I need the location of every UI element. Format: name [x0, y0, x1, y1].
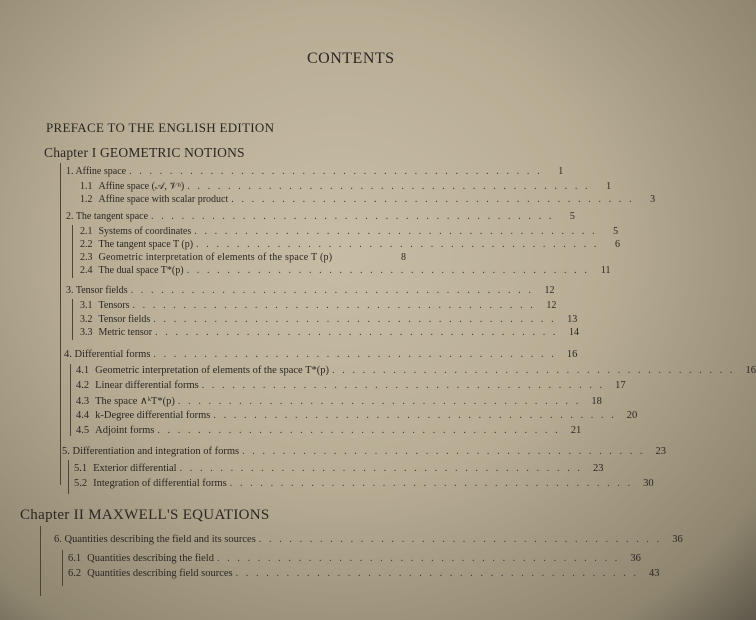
- section-6-rule: [62, 550, 63, 586]
- subsection-title: Quantities describing field sources: [87, 568, 233, 579]
- page-number: 13: [567, 314, 578, 325]
- toc-entry-4-1: [76, 365, 756, 376]
- page-number: 1: [558, 166, 564, 177]
- toc-entry-section-6: [54, 534, 683, 545]
- leader-dots: . . . . . . . . . . . . . . . . . . . . . . . . . . . . . . . . . . . . . . . .: [213, 410, 617, 421]
- page-number: 23: [655, 446, 666, 457]
- leader-dots: . . . . . . . . . . . . . . . . . . . . . . . . . . . . . . . . . . . . . . . .: [132, 300, 536, 311]
- toc-entry-3-3: [80, 327, 579, 338]
- leader-dots: . . . . . . . . . . . . . . . . . . . . . . . . . . . . . . . . . . . . . . . .: [155, 327, 558, 338]
- page-number: 36: [672, 534, 683, 545]
- subsection-title: The space ∧ᵏT*(p): [95, 396, 175, 407]
- page-number: 20: [626, 410, 638, 421]
- chapter-2-rule: [40, 526, 41, 596]
- page-number: 12: [546, 300, 557, 311]
- subsection-number: 2.4: [80, 265, 93, 276]
- leader-dots: . . . . . . . . . . . . . . . . . . . . . . . . . . . . . . . . . . . . . . . .: [216, 553, 620, 564]
- page-title: CONTENTS: [307, 50, 395, 67]
- section-3-rule: [72, 299, 73, 340]
- toc-entry-4-5: [76, 425, 582, 436]
- subsection-title: Metric tensor: [98, 327, 153, 338]
- toc-entry-2-3: [80, 252, 406, 263]
- subsection-number: 6.1: [68, 553, 82, 564]
- page-number: 5: [569, 211, 575, 222]
- toc-entry-2-4: [80, 265, 611, 276]
- subsection-title: Integration of differential forms: [93, 478, 227, 489]
- page-number: 23: [593, 463, 604, 474]
- page-number: 6: [615, 239, 621, 250]
- toc-entry-5-1: [74, 463, 604, 474]
- subsection-title: The dual space T*(p): [98, 265, 184, 276]
- page-number: 14: [569, 327, 579, 338]
- toc-entry-2-1: [80, 226, 619, 237]
- page-number: 21: [570, 425, 582, 436]
- subsection-number: 4.4: [76, 410, 90, 421]
- subsection-title: Linear differential forms: [95, 380, 199, 391]
- subsection-number: 5.1: [74, 463, 88, 474]
- chapter-2-heading: Chapter II MAXWELL'S EQUATIONS: [20, 507, 270, 523]
- subsection-title: Quantities describing the field: [87, 553, 214, 564]
- leader-dots: . . . . . . . . . . . . . . . . . . . . . . . . . . . . . . . . . . . . . . . .: [242, 446, 645, 457]
- page-number: 16: [566, 349, 578, 360]
- section-label: 5. Differentiation and integration of forms: [62, 446, 240, 457]
- toc-entry-6-1: [68, 553, 641, 564]
- subsection-title: Affine space (𝒜, 𝒱ⁿ): [98, 181, 185, 192]
- subsection-title: Exterior differential: [93, 463, 177, 474]
- page-number: 36: [630, 553, 641, 564]
- section-5-rule: [68, 460, 69, 494]
- leader-dots: . . . . . . . . . . . . . . . . . . . . . . . . . . . . . . . . . . . . . . . .: [153, 349, 557, 360]
- page-number: 12: [544, 285, 555, 296]
- leader-dots: . . . . . . . . . . . . . . . . . . . . . . . . . . . . . . . . . . . . . . . .: [231, 194, 635, 205]
- subsection-number: 4.5: [76, 425, 90, 436]
- toc-entry-section-1: [66, 166, 564, 177]
- page-number: 43: [649, 568, 660, 579]
- leader-dots: . . . . . . . . . . . . . . . . . . . . . . . . . . . . . . . . . . . . . . . . .: [129, 166, 543, 177]
- leader-dots: . . . . . . . . . . . . . . . . . . . . . . . . . . . . . . . . . . . . . . . .: [332, 365, 735, 376]
- toc-entry-4-4: [76, 410, 638, 421]
- subsection-number: 4.2: [76, 380, 90, 391]
- section-label: 6. Quantities describing the field and its sources: [54, 534, 256, 545]
- subsection-title: Geometric interpretation of elements of the space T (p): [98, 252, 333, 263]
- leader-dots: . . . . . . . . . . . . . . . . . . . . . . . . . . . . . . . . . . . . . . . .: [196, 239, 600, 250]
- page-number: 17: [615, 380, 626, 391]
- subsection-number: 1.1: [80, 181, 93, 192]
- leader-dots: . . . . . . . . . . . . . . . . . . . . . . . . . . . . . . . . . . . . . . . .: [179, 463, 583, 474]
- page-number: 30: [643, 478, 654, 489]
- section-label: 1. Affine space: [66, 166, 127, 177]
- leader-dots: . . . . . . . . . . . . . . . . . . . . . . . . . . . . . . . . . . . . . . . .: [130, 285, 534, 296]
- leader-dots: . . . . . . . . . . . . . . . . . . . . . . . . . . . . . . . . . . . . . . . .: [187, 181, 591, 192]
- subsection-number: 2.2: [80, 239, 93, 250]
- leader-dots: . . . . . . . . . . . . . . . . . . . . . . . . . . . . . . . . . . . . . . . .: [258, 534, 662, 545]
- toc-entry-2-2: [80, 239, 621, 250]
- subsection-number: 1.2: [80, 194, 93, 205]
- page-number: 18: [591, 396, 602, 407]
- subsection-number: 6.2: [68, 568, 82, 579]
- subsection-title: Tensor fields: [98, 314, 151, 325]
- leader-dots: . . . . . . . . . . . . . . . . . . . . . . . . . . . . . . . . . . . . . . . .: [229, 478, 633, 489]
- subsection-title: Systems of coordinates: [98, 226, 192, 237]
- subsection-number: 3.3: [80, 327, 93, 338]
- leader-dots: . . . . . . . . . . . . . . . . . . . . . . . . . . . . . . . . . . . . . . . .: [151, 211, 554, 222]
- subsection-number: 2.3: [80, 252, 93, 263]
- toc-entry-4-3: [76, 395, 602, 407]
- toc-entry-section-3: [66, 285, 555, 296]
- toc-entry-section-2: [66, 211, 575, 222]
- leader-dots: . . . . . . . . . . . . . . . . . . . . . . . . . . . . . . . . . . . . . . . .: [235, 568, 639, 579]
- toc-entry-1-2: [80, 194, 656, 205]
- subsection-title: Affine space with scalar product: [98, 194, 229, 205]
- leader-dots: . . . . . . . . . . . . . . . . . . . . . . . . . . . . . . . . . . . . . . . .: [186, 265, 590, 276]
- section-label: 2. The tangent space: [66, 211, 149, 222]
- leader-dots: . . . . . . . . . . . . . . . . . . . . . . . . . . . . . . . . . . . . . . . .: [177, 396, 581, 407]
- section-label: 4. Differential forms: [64, 349, 151, 360]
- subsection-title: k-Degree differential forms: [95, 410, 211, 421]
- toc-entry-section-5: [62, 446, 666, 457]
- subsection-number: 5.2: [74, 478, 88, 489]
- chapter-1-heading: Chapter I GEOMETRIC NOTIONS: [44, 145, 245, 160]
- page-number: 16: [745, 365, 756, 376]
- leader-dots: . . . . . . . . . . . . . . . . . . . . . . . . . . . . . . . . . . . . . . . .: [201, 380, 605, 391]
- section-4-rule: [70, 364, 71, 436]
- subsection-title: Tensors: [98, 300, 130, 311]
- leader-dots: . . . . . . . . . . . . . . . . . . . . . . . . . . . . . . . . . . . . . . . .: [153, 314, 557, 325]
- toc-entry-section-4: [64, 349, 578, 360]
- subsection-title: Geometric interpretation of elements of the space T*(p): [95, 365, 330, 376]
- chapter-1-rule: [60, 163, 61, 485]
- leader-dots: . . . . . . . . . . . . . . . . . . . . . . . . . . . . . . . . . . . . . . . .: [157, 425, 561, 436]
- toc-entry-3-2: [80, 314, 578, 325]
- subsection-number: 4.1: [76, 365, 90, 376]
- page-number: 1: [606, 181, 612, 192]
- toc-entry-3-1: [80, 300, 557, 311]
- toc-entry-1-1: [80, 181, 612, 192]
- leader-dots: . . . . . . . . . . . . . . . . . . . . . . . . . . . . . . . . . . . . . . . .: [194, 226, 598, 237]
- page-number: 11: [600, 265, 611, 276]
- subsection-number: 3.1: [80, 300, 93, 311]
- page-number: 3: [650, 194, 656, 205]
- toc-entry-6-2: [68, 568, 660, 579]
- section-2-rule: [72, 225, 73, 278]
- subsection-number: 4.3: [76, 396, 90, 407]
- section-label: 3. Tensor fields: [66, 285, 128, 296]
- subsection-number: 3.2: [80, 314, 93, 325]
- page-number: 5: [613, 226, 619, 237]
- subsection-title: Adjoint forms: [95, 425, 155, 436]
- page-number: 8: [401, 252, 406, 263]
- preface-heading: PREFACE TO THE ENGLISH EDITION: [46, 120, 275, 135]
- subsection-title: The tangent space T (p): [98, 239, 194, 250]
- subsection-number: 2.1: [80, 226, 93, 237]
- toc-entry-4-2: [76, 380, 626, 391]
- toc-entry-5-2: [74, 478, 654, 489]
